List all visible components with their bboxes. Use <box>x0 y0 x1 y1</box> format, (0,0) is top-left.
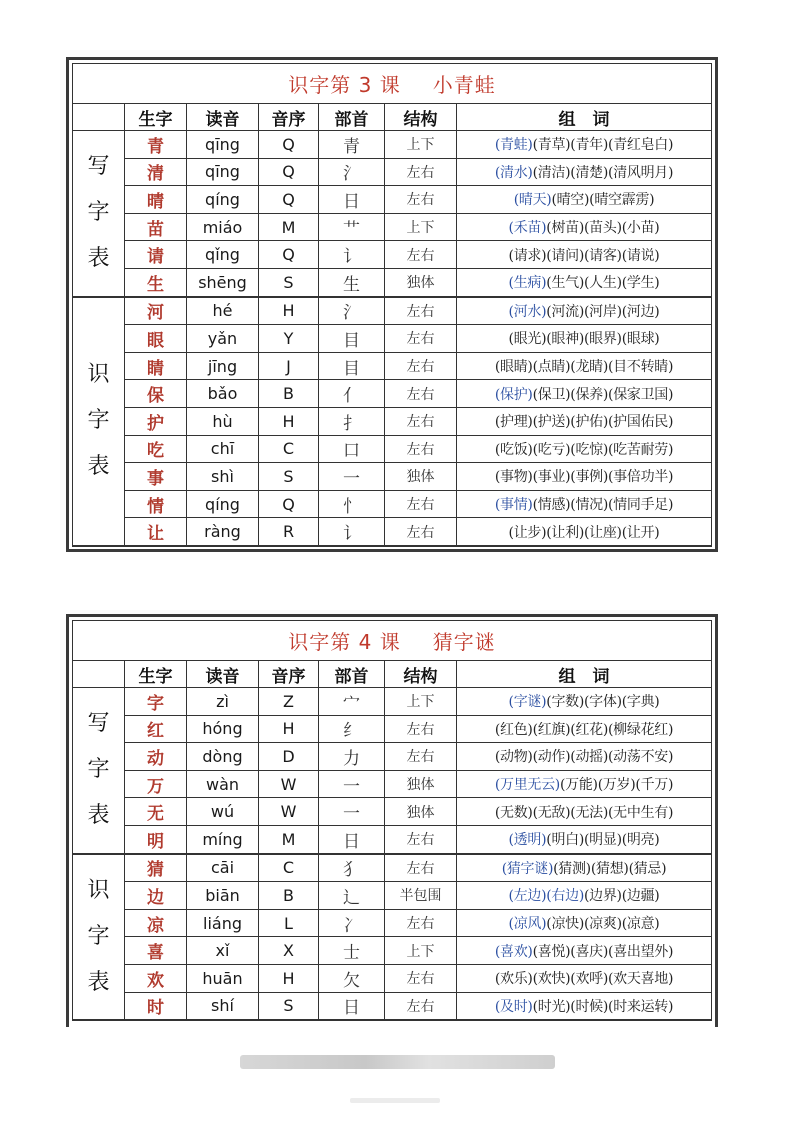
table-row <box>73 882 712 910</box>
column-header: 音序 <box>259 661 319 688</box>
word-list <box>457 352 712 380</box>
radical: 讠 <box>319 241 385 269</box>
phonetic-order: W <box>259 798 319 826</box>
table-row <box>73 325 712 353</box>
corner-cell <box>73 104 125 131</box>
structure: 左右 <box>385 964 457 992</box>
phonetic-order: C <box>259 854 319 882</box>
other-words: (眼光)(眼神)(眼界)(眼球) <box>508 331 660 348</box>
phonetic-order: S <box>259 268 319 296</box>
new-character: 生 <box>125 268 187 296</box>
phonetic-order: S <box>259 992 319 1020</box>
highlighted-word: (青蛙) <box>494 137 533 154</box>
phonetic-order: W <box>259 770 319 798</box>
new-character: 保 <box>125 380 187 408</box>
group-label-char: 写 <box>87 711 110 737</box>
phonetic-order: B <box>259 882 319 910</box>
structure: 上下 <box>385 213 457 241</box>
title-row <box>73 64 712 104</box>
pinyin: liáng <box>187 909 259 937</box>
structure: 左右 <box>385 297 457 325</box>
pinyin: huān <box>187 964 259 992</box>
radical: 日 <box>319 992 385 1020</box>
table-row <box>73 131 712 159</box>
highlighted-word: (字谜) <box>508 694 547 711</box>
highlighted-word: (凉风) <box>508 916 547 933</box>
word-list <box>457 186 712 214</box>
phonetic-order: Q <box>259 186 319 214</box>
pinyin: bǎo <box>187 380 259 408</box>
structure: 独体 <box>385 770 457 798</box>
new-character: 护 <box>125 407 187 435</box>
structure: 半包围 <box>385 882 457 910</box>
other-words: (情感)(情况)(情同手足) <box>532 497 674 514</box>
word-list <box>457 213 712 241</box>
table-row <box>73 380 712 408</box>
other-words: (欢乐)(欢快)(欢呼)(欢天喜地) <box>494 971 674 988</box>
phonetic-order: J <box>259 352 319 380</box>
phonetic-order: Z <box>259 688 319 716</box>
pinyin: wàn <box>187 770 259 798</box>
group-label-char: 表 <box>87 454 110 480</box>
word-list <box>457 158 712 186</box>
word-list <box>457 407 712 435</box>
new-character: 河 <box>125 297 187 325</box>
phonetic-order: H <box>259 407 319 435</box>
structure: 左右 <box>385 825 457 853</box>
structure: 左右 <box>385 380 457 408</box>
new-character: 无 <box>125 798 187 826</box>
radical: 日 <box>319 825 385 853</box>
other-words: (青草)(青年)(青红皂白) <box>532 137 674 154</box>
structure: 左右 <box>385 909 457 937</box>
new-character: 眼 <box>125 325 187 353</box>
column-header: 音序 <box>259 104 319 131</box>
column-header: 读音 <box>187 104 259 131</box>
other-words: (请求)(请问)(请客)(请说) <box>508 247 660 264</box>
other-words: (红色)(红旗)(红花)(柳绿花红) <box>494 721 674 738</box>
group-label-char: 表 <box>87 246 110 272</box>
radical: 目 <box>319 352 385 380</box>
word-list <box>457 715 712 743</box>
lesson-title <box>73 64 712 104</box>
phonetic-order: Q <box>259 241 319 269</box>
radical: 冫 <box>319 909 385 937</box>
radical: 氵 <box>319 297 385 325</box>
column-header: 部首 <box>319 104 385 131</box>
structure: 左右 <box>385 241 457 269</box>
phonetic-order: H <box>259 715 319 743</box>
word-list <box>457 882 712 910</box>
lesson-number: 识字第 4 课 <box>288 630 401 654</box>
other-words: (保卫)(保养)(保家卫国) <box>532 386 674 403</box>
column-header: 部首 <box>319 661 385 688</box>
column-header: 组 词 <box>457 661 712 688</box>
new-character: 猜 <box>125 854 187 882</box>
word-list <box>457 463 712 491</box>
table-row <box>73 743 712 771</box>
phonetic-order: L <box>259 909 319 937</box>
new-character: 让 <box>125 518 187 546</box>
table-row <box>73 770 712 798</box>
new-character: 请 <box>125 241 187 269</box>
pinyin: hé <box>187 297 259 325</box>
column-header: 结构 <box>385 104 457 131</box>
radical: 生 <box>319 268 385 296</box>
phonetic-order: H <box>259 964 319 992</box>
phonetic-order: C <box>259 435 319 463</box>
lesson-subtitle: 小青蛙 <box>432 73 496 97</box>
other-words: (时光)(时候)(时来运转) <box>532 998 674 1015</box>
pinyin: ràng <box>187 518 259 546</box>
highlighted-word: (透明) <box>508 832 547 849</box>
highlighted-word: (事情) <box>494 497 533 514</box>
header-row <box>73 104 712 131</box>
group-label-char: 识 <box>87 877 110 903</box>
lesson-3-card <box>66 57 718 552</box>
new-character: 吃 <box>125 435 187 463</box>
word-list <box>457 435 712 463</box>
structure: 左右 <box>385 186 457 214</box>
pinyin: hù <box>187 407 259 435</box>
pinyin: miáo <box>187 213 259 241</box>
pinyin: shì <box>187 463 259 491</box>
radical: 艹 <box>319 213 385 241</box>
pinyin: míng <box>187 825 259 853</box>
word-list <box>457 798 712 826</box>
word-list <box>457 770 712 798</box>
group-label <box>73 131 125 297</box>
radical: 犭 <box>319 854 385 882</box>
column-header: 组 词 <box>457 104 712 131</box>
new-character: 情 <box>125 490 187 518</box>
other-words: (边界)(边疆) <box>584 888 660 905</box>
pinyin: qīng <box>187 158 259 186</box>
table-row <box>73 798 712 826</box>
pinyin: shēng <box>187 268 259 296</box>
structure: 独体 <box>385 268 457 296</box>
phonetic-order: Y <box>259 325 319 353</box>
other-words: (明白)(明显)(明亮) <box>546 832 660 849</box>
pinyin: zì <box>187 688 259 716</box>
new-character: 边 <box>125 882 187 910</box>
group-label-char: 识 <box>87 362 110 388</box>
other-words: (生气)(人生)(学生) <box>546 275 660 292</box>
table-row <box>73 241 712 269</box>
word-table <box>72 63 712 547</box>
new-character: 事 <box>125 463 187 491</box>
group-label-char: 字 <box>87 923 110 949</box>
phonetic-order: X <box>259 937 319 965</box>
radical: 忄 <box>319 490 385 518</box>
group-label-char: 字 <box>87 408 110 434</box>
other-words: (护理)(护送)(护佑)(护国佑民) <box>494 414 674 431</box>
group-label-char: 表 <box>87 803 110 829</box>
structure: 左右 <box>385 518 457 546</box>
new-character: 红 <box>125 715 187 743</box>
group-label <box>73 297 125 546</box>
radical: 纟 <box>319 715 385 743</box>
radical: 士 <box>319 937 385 965</box>
other-words: (晴空)(晴空霹雳) <box>551 192 655 209</box>
phonetic-order: M <box>259 213 319 241</box>
structure: 独体 <box>385 798 457 826</box>
table-row <box>73 909 712 937</box>
word-list <box>457 825 712 853</box>
highlighted-word: (生病) <box>508 275 547 292</box>
new-character: 凉 <box>125 909 187 937</box>
pinyin: yǎn <box>187 325 259 353</box>
pinyin: hóng <box>187 715 259 743</box>
highlighted-word: (左边)(右边) <box>508 888 584 905</box>
highlighted-word: (保护) <box>494 386 533 403</box>
lesson-title <box>73 621 712 661</box>
other-words: (让步)(让利)(让座)(让开) <box>508 524 660 541</box>
radical: 力 <box>319 743 385 771</box>
pinyin: xǐ <box>187 937 259 965</box>
radical: 日 <box>319 186 385 214</box>
highlighted-word: (猜字谜) <box>501 860 554 877</box>
other-words: (河流)(河岸)(河边) <box>546 303 660 320</box>
table-row <box>73 715 712 743</box>
structure: 左右 <box>385 490 457 518</box>
new-character: 字 <box>125 688 187 716</box>
pinyin: qǐng <box>187 241 259 269</box>
column-header: 结构 <box>385 661 457 688</box>
other-words: (事物)(事业)(事例)(事倍功半) <box>494 469 674 486</box>
word-list <box>457 297 712 325</box>
pinyin: qíng <box>187 186 259 214</box>
table-row <box>73 435 712 463</box>
structure: 左右 <box>385 407 457 435</box>
word-list <box>457 131 712 159</box>
new-character: 欢 <box>125 964 187 992</box>
new-character: 晴 <box>125 186 187 214</box>
word-list <box>457 909 712 937</box>
structure: 左右 <box>385 715 457 743</box>
pinyin: wú <box>187 798 259 826</box>
radical: 扌 <box>319 407 385 435</box>
phonetic-order: Q <box>259 490 319 518</box>
structure: 左右 <box>385 325 457 353</box>
table-row <box>73 937 712 965</box>
new-character: 苗 <box>125 213 187 241</box>
highlighted-word: (及时) <box>494 998 533 1015</box>
radical: 青 <box>319 131 385 159</box>
table-row <box>73 688 712 716</box>
table-row <box>73 297 712 325</box>
column-header: 读音 <box>187 661 259 688</box>
other-words: (树苗)(苗头)(小苗) <box>546 220 660 237</box>
pinyin: dòng <box>187 743 259 771</box>
other-words: (动物)(动作)(动摇)(动荡不安) <box>494 749 674 766</box>
pinyin: jīng <box>187 352 259 380</box>
highlighted-word: (喜欢) <box>494 943 533 960</box>
group-label-char: 字 <box>87 757 110 783</box>
lesson-4-card <box>66 614 718 1027</box>
phonetic-order: D <box>259 743 319 771</box>
table-row <box>73 992 712 1020</box>
corner-cell <box>73 661 125 688</box>
new-character: 睛 <box>125 352 187 380</box>
table-row <box>73 463 712 491</box>
highlighted-word: (晴天) <box>513 192 552 209</box>
group-label <box>73 688 125 854</box>
group-label-char: 表 <box>87 969 110 995</box>
header-row <box>73 661 712 688</box>
table-row <box>73 268 712 296</box>
pinyin: biān <box>187 882 259 910</box>
radical: 宀 <box>319 688 385 716</box>
radical: 一 <box>319 798 385 826</box>
highlighted-word: (禾苗) <box>508 220 547 237</box>
radical: 氵 <box>319 158 385 186</box>
table-row <box>73 825 712 853</box>
highlighted-word: (万里无云) <box>494 777 560 794</box>
new-character: 清 <box>125 158 187 186</box>
new-character: 喜 <box>125 937 187 965</box>
table-row <box>73 407 712 435</box>
radical: 欠 <box>319 964 385 992</box>
structure: 上下 <box>385 688 457 716</box>
table-row <box>73 854 712 882</box>
word-list <box>457 688 712 716</box>
lesson-number: 识字第 3 课 <box>288 73 401 97</box>
other-words: (万能)(万岁)(千万) <box>559 777 674 794</box>
pinyin: qīng <box>187 131 259 159</box>
table-row <box>73 213 712 241</box>
highlighted-word: (清水) <box>494 164 533 181</box>
word-table <box>72 620 712 1021</box>
structure: 左右 <box>385 743 457 771</box>
structure: 左右 <box>385 352 457 380</box>
new-character: 动 <box>125 743 187 771</box>
radical: 一 <box>319 463 385 491</box>
group-label-char: 字 <box>87 200 110 226</box>
other-words: (字数)(字体)(字典) <box>546 694 660 711</box>
title-row <box>73 621 712 661</box>
word-list <box>457 937 712 965</box>
phonetic-order: R <box>259 518 319 546</box>
phonetic-order: S <box>259 463 319 491</box>
column-header: 生字 <box>125 104 187 131</box>
group-label-char: 写 <box>87 154 110 180</box>
word-list <box>457 241 712 269</box>
pinyin: cāi <box>187 854 259 882</box>
table-row <box>73 158 712 186</box>
structure: 上下 <box>385 937 457 965</box>
word-list <box>457 964 712 992</box>
other-words: (吃饭)(吃亏)(吃惊)(吃苦耐劳) <box>494 441 674 458</box>
phonetic-order: H <box>259 297 319 325</box>
new-character: 万 <box>125 770 187 798</box>
table-row <box>73 964 712 992</box>
structure: 左右 <box>385 158 457 186</box>
table-row <box>73 518 712 546</box>
new-character: 青 <box>125 131 187 159</box>
other-words: (清洁)(清楚)(清风明月) <box>532 164 674 181</box>
other-words: (无数)(无敌)(无法)(无中生有) <box>494 804 674 821</box>
blurred-footer-text <box>240 1055 555 1069</box>
pinyin: chī <box>187 435 259 463</box>
structure: 左右 <box>385 992 457 1020</box>
phonetic-order: Q <box>259 131 319 159</box>
phonetic-order: M <box>259 825 319 853</box>
structure: 左右 <box>385 854 457 882</box>
structure: 独体 <box>385 463 457 491</box>
word-list <box>457 268 712 296</box>
word-list <box>457 854 712 882</box>
lesson-subtitle: 猜字谜 <box>432 630 496 654</box>
column-header: 生字 <box>125 661 187 688</box>
radical: 讠 <box>319 518 385 546</box>
word-list <box>457 325 712 353</box>
structure: 上下 <box>385 131 457 159</box>
word-list <box>457 992 712 1020</box>
radical: 亻 <box>319 380 385 408</box>
pinyin: shí <box>187 992 259 1020</box>
word-list <box>457 743 712 771</box>
radical: 口 <box>319 435 385 463</box>
phonetic-order: B <box>259 380 319 408</box>
new-character: 明 <box>125 825 187 853</box>
radical: 目 <box>319 325 385 353</box>
table-row <box>73 490 712 518</box>
highlighted-word: (河水) <box>508 303 547 320</box>
word-list <box>457 380 712 408</box>
other-words: (凉快)(凉爽)(凉意) <box>546 916 660 933</box>
other-words: (猜测)(猜想)(猜忌) <box>553 860 667 877</box>
radical: 辶 <box>319 882 385 910</box>
phonetic-order: Q <box>259 158 319 186</box>
new-character: 时 <box>125 992 187 1020</box>
table-row <box>73 352 712 380</box>
word-list <box>457 490 712 518</box>
other-words: (眼睛)(点睛)(龙睛)(目不转睛) <box>494 359 674 376</box>
table-row <box>73 186 712 214</box>
blurred-footer-mark <box>350 1098 440 1103</box>
pinyin: qíng <box>187 490 259 518</box>
structure: 左右 <box>385 435 457 463</box>
word-list <box>457 518 712 546</box>
group-label <box>73 854 125 1021</box>
other-words: (喜悦)(喜庆)(喜出望外) <box>532 943 674 960</box>
radical: 一 <box>319 770 385 798</box>
